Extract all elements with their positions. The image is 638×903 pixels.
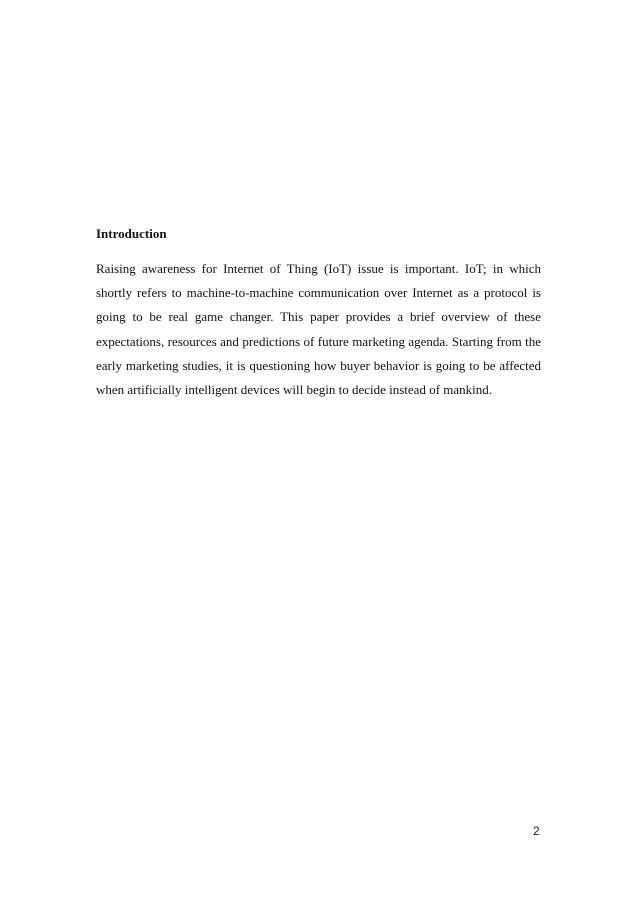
section-heading: Introduction: [96, 226, 167, 241]
body-paragraph: Raising awareness for Internet of Thing (IoT) issue is important. IoT; in which shortly refers to machine-to-machine communication over Internet as a protocol is going to be real game changer. This paper provides a brief overview of these expectations, resources and predictions of future marketing agenda. Starting from the early marketing studies, it is questioning how buyer behavior is going to be affected when artificially intelligent devices will begin to decide instead of mankind.: [96, 261, 541, 398]
page-number: 2: [533, 824, 540, 838]
